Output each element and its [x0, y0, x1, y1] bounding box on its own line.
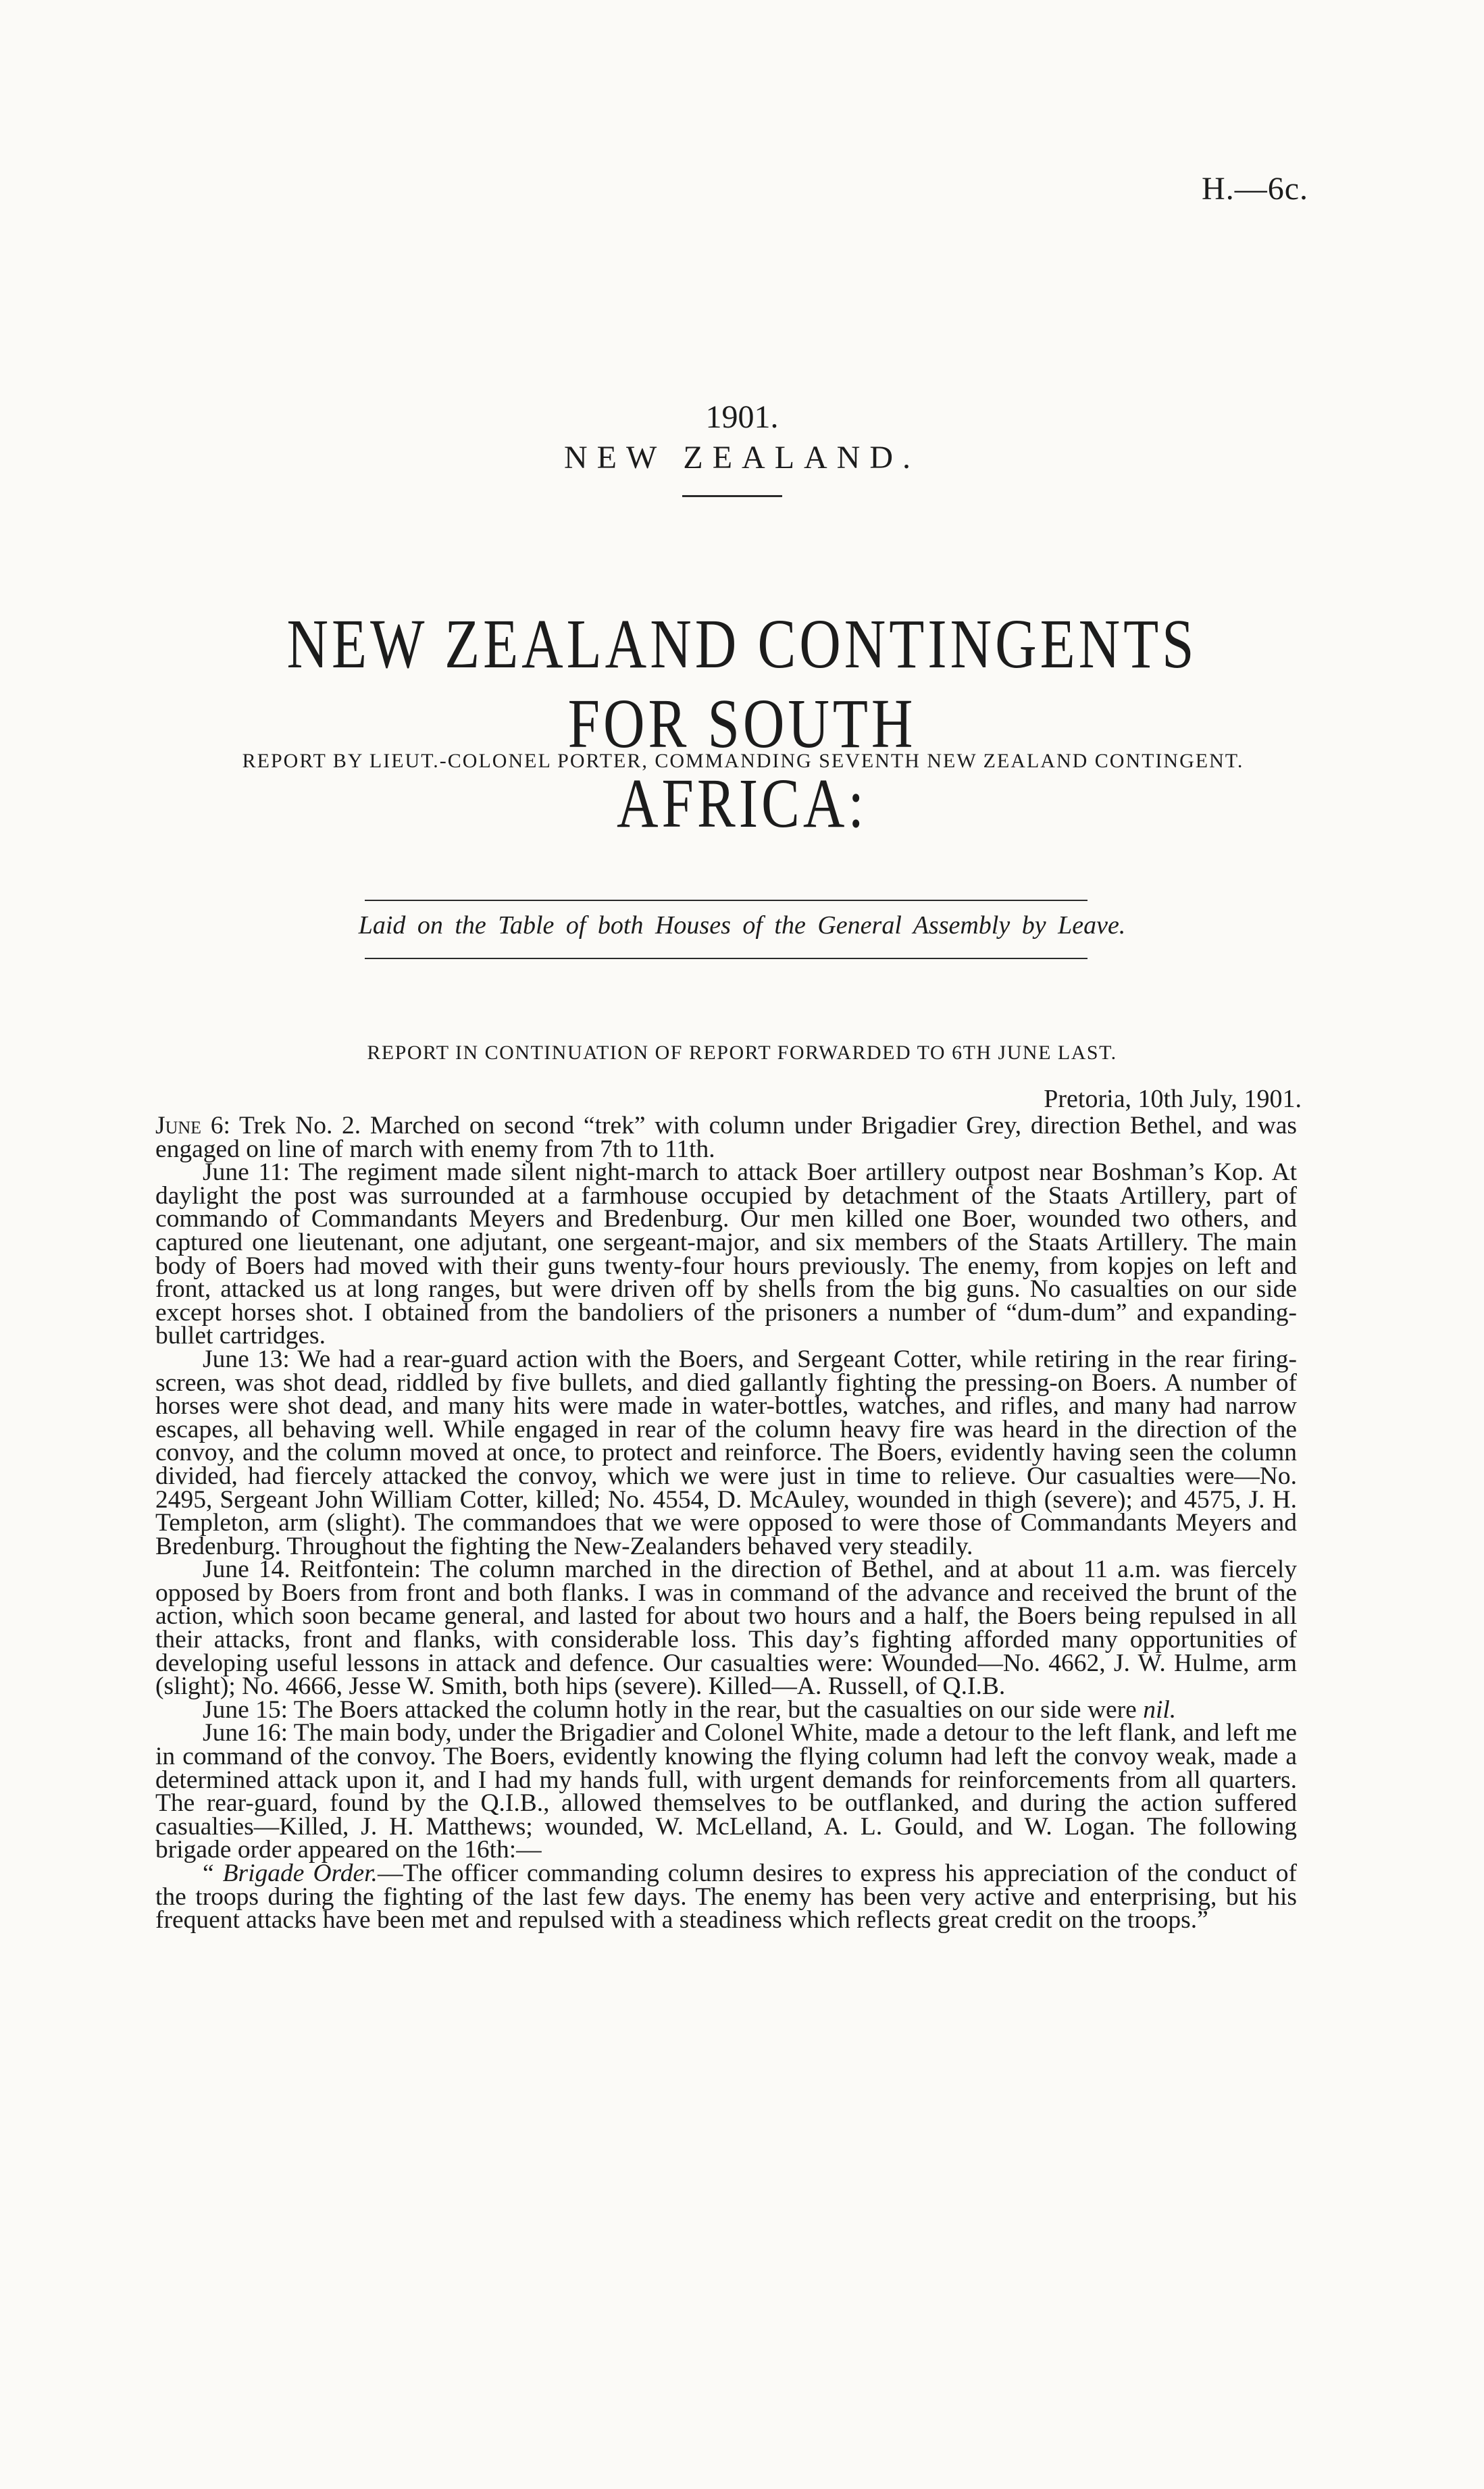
paragraph-june-14: June 14. Reitfontein: The column marched in the direction of Bethel, and at about 11 a.m. was fiercely opposed by Boers from front and both flanks. I was in command of the advance and received the brunt of the action, which soon became general, and lasted for about two hours and a half, the Boers being repulsed in all their attacks, front and flanks, with considerable loss. This day’s fighting afforded many opportunities of developing useful lessons in attack and defence. Our casualties were: Wounded—No. 4662, J. W. Hulme, arm (slight); No. 4666, Jesse W. Smith, both hips (severe). Killed—A. Russell, of Q.I.B. [155, 1556, 1297, 1701]
report-heading: REPORT IN CONTINUATION OF REPORT FORWARDED TO 6TH JUNE LAST. [367, 1042, 1117, 1064]
laid-on-table-note: Laid on the Table of both Houses of the General Assembly by Leave. [358, 911, 1126, 940]
divider-short [682, 495, 782, 497]
paragraph-june-15 [155, 1695, 1297, 1724]
document-title [245, 605, 1240, 844]
divider-top [365, 900, 1088, 901]
paragraph-date: June [155, 1112, 202, 1139]
quote-open: “ [203, 1859, 223, 1887]
paragraph-june-11: June 11: The regiment made silent night-march to attack Boer artillery outpost near Boshman’s Kop. At daylight the post was surrounded at a farmhouse occupied by detachment of the Staats Artillery, part of commando of Commandants Meyers and Bredenburg. Our men killed one Boer, wounded two others, and captured one lieutenant, one adjutant, one sergeant-major, and six members of the Staats Artillery. The main body of Boers had moved with their guns twenty-four hours previously. The enemy, from kopjes on left and front, attacked us at long ranges, but were driven off by shells from the big guns. No casualties on our side except horses shot. I obtained from the bandoliers of the prisoners a number of “dum-dum” and expanding-bullet cartridges. [155, 1158, 1297, 1350]
report-dateline: Pretoria, 10th July, 1901. [1044, 1085, 1302, 1113]
document-subtitle: REPORT BY LIEUT.-COLONEL PORTER, COMMANDING SEVENTH NEW ZEALAND CONTINGENT. [242, 750, 1244, 772]
title-line-1: NEW ZEALAND CONTINGENTS FOR SOUTH [286, 605, 1198, 763]
brigade-order-label: Brigade Order. [222, 1859, 378, 1887]
document-country: NEW ZEALAND. [563, 440, 921, 476]
document-year: 1901. [705, 399, 779, 435]
paragraph-june-13: June 13: We had a rear-guard action with the Boers, and Sergeant Cotter, while retiring in the rear firing-screen, was shot dead, riddled by five bullets, and died gallantly fighting the pressing-on Boers. A number of horses were shot dead, and many hits were made in water-bottles, watches, and rifles, and many had narrow escapes, all behaving well. While engaged in rear of the column heavy fire was heard in the direction of the convoy, and the column moved at once, to protect and reinforce. The Boers, evidently having seen the column divided, had fiercely attacked the convoy, which we were just in time to relieve. Our casualties were—No. 2495, Sergeant John William Cotter, killed; No. 4554, D. McAuley, wounded in thigh (severe); and 4575, J. H. Templeton, arm (slight). The commandoes that we were opposed to were those of Commandants Meyers and Bredenburg. Throughout the fighting the New-Zealanders behaved very steadily. [155, 1345, 1297, 1560]
paragraph-june-16: June 16: The main body, under the Brigadier and Colonel White, made a detour to the left flank, and left me in command of the convoy. The Boers, evidently knowing the flying column had left the convoy weak, made a determined attack upon it, and I had my hands full, with urgent demands for reinforcements from all quarters. The rear-guard, found by the Q.I.B., allowed themselves to be outflanked, and during the action suffered casualties—Killed, J. H. Matthews; wounded, W. McLelland, A. L. Gould, and W. Logan. The following brigade order appeared on the 16th:— [155, 1719, 1297, 1864]
paragraph-brigade-order [155, 1859, 1297, 1934]
paragraph-june-6 [155, 1114, 1297, 1161]
page-reference: H.—6c. [1202, 171, 1308, 207]
paragraph-text: —The officer commanding column desires to express his appreciation of the conduct of the troops during the fighting of the last few days. The enemy has been very active and enterprising, but his frequent attacks have been met and repulsed with a steadiness which reflects great credit on the troops.” [155, 1859, 1297, 1934]
paragraph-text: 6: Trek No. 2. Marched on second “trek” with column under Brigadier Grey, direction Bethel, and was engaged on line of march with enemy from 7th to 11th. [155, 1112, 1297, 1163]
title-line-2: AFRICA: [617, 765, 867, 842]
paragraph-italic: nil. [1143, 1695, 1177, 1724]
divider-bottom [365, 958, 1088, 959]
report-body [155, 1114, 1297, 1932]
paragraph-text: June 15: The Boers attacked the column hotly in the rear, but the casualties on our side were [203, 1695, 1144, 1724]
